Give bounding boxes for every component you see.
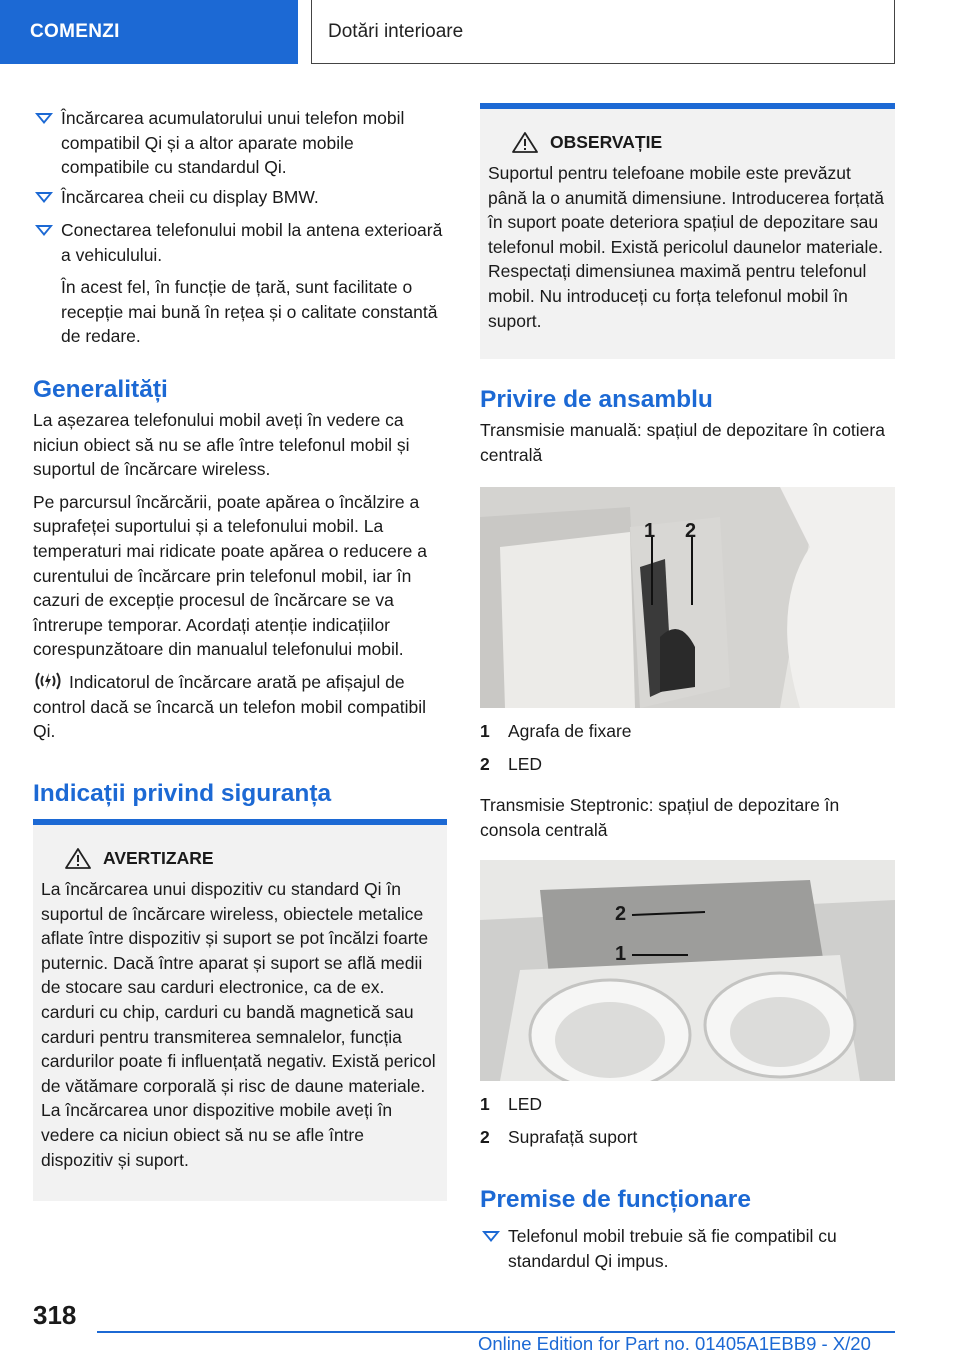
- triangle-bullet-icon: [35, 192, 53, 203]
- legend-number: 2: [480, 753, 490, 774]
- warning-text: La încărcarea unui dispozitiv cu standard Qi în suportul de încărcare wireless, obiectele metalice aflate între dispozitiv și suport se pot încălzi foarte puternic. Dacă între aparat și suport se află medii de stocare sau carduri electronice, ca de ex. carduri cu chip, carduri cu bandă magnetică sau carduri pentru transmiterea semnalelor, funcția cardurilor poate fi influențată negativ. Există pericol de vătămare corporală și risc de daune materiale. La încărcarea unor dispozitive mobile aveți în vedere ca niciun obiect să nu se afle între dispozitiv și suport.: [41, 879, 436, 1170]
- legend-item: [480, 719, 895, 744]
- overview-heading: Privire de ansamblu: [480, 386, 713, 413]
- callout-1: 1: [644, 520, 656, 542]
- triangle-bullet-icon: [482, 1231, 500, 1242]
- wireless-charging-icon: [33, 670, 63, 692]
- indicator-text: Indicatorul de încărcare arată pe afișajul de control dacă se încarcă un telefon mobil compatibil Qi.: [33, 671, 426, 742]
- warning-title: AVERTIZARE: [103, 847, 214, 868]
- legend-item: [480, 1092, 895, 1117]
- callout-1: 1: [615, 943, 627, 965]
- chapter-title: Dotări interioare: [311, 0, 895, 64]
- notice-box: [480, 103, 895, 359]
- steptronic-caption: Transmisie Steptronic: spațiul de depozitare în consola centrală: [480, 795, 840, 840]
- callout-2: 2: [685, 520, 697, 542]
- premise-heading: Premise de funcționare: [480, 1186, 751, 1213]
- triangle-bullet-icon: [35, 225, 53, 236]
- warning-triangle-icon: [65, 847, 91, 869]
- legend-number: 1: [480, 1094, 490, 1114]
- edition-text: Online Edition for Part no. 01405A1EBB9 - X/20: [478, 1333, 871, 1354]
- legend-item: [480, 752, 895, 777]
- notice-title: OBSERVAȚIE: [550, 131, 663, 152]
- legend-label: LED: [508, 1094, 543, 1114]
- bullet-text: Conectarea telefonului mobil la antena exterioară a vehiculului.: [61, 220, 443, 265]
- indicator-paragraph: [33, 670, 447, 744]
- legend-item: [480, 1125, 895, 1150]
- bullet-text: Încărcarea cheii cu display BMW.: [61, 187, 319, 207]
- general-section: [33, 375, 447, 744]
- legend-label: Agrafa de fixare: [508, 721, 632, 741]
- section-tab: COMENZI: [0, 0, 298, 64]
- legend-number: 2: [480, 1126, 490, 1147]
- general-paragraph-1: La așezarea telefonului mobil aveți în vedere ca niciun obiect să nu se afle între telefonul mobil și suportul de încărcare wireless.: [33, 410, 410, 480]
- console-storage-illustration: [480, 860, 895, 1081]
- bullet-text: Telefonul mobil trebuie să fie compatibil cu standardul Qi impus.: [508, 1226, 837, 1271]
- page-number: 318: [33, 1300, 77, 1330]
- manual-caption: Transmisie manuală: spațiul de depozitare în cotiera centrală: [480, 420, 885, 465]
- warning-box: [33, 819, 447, 1201]
- callout-2: 2: [615, 903, 627, 925]
- overview-section: [480, 385, 895, 467]
- safety-section: [33, 779, 447, 809]
- bullet-item-3: [33, 218, 447, 349]
- fig2-legend: [480, 1092, 895, 1149]
- notice-text: Suportul pentru telefoane mobile este prevăzut până la o anumită dimensiune. Introducerea forțată în suport poate deteriora spațiul de depozitare sau telefonul mobil. Există pericolul daunelor materiale. Respectați dimensiunea maximă pentru telefonul mobil. Nu introduceți cu forța telefonul mobil în suport.: [488, 163, 884, 331]
- legend-number: 1: [480, 721, 490, 741]
- triangle-bullet-icon: [35, 113, 53, 124]
- general-heading: Generalități: [33, 376, 168, 403]
- bullet-item-2: [33, 185, 447, 210]
- fig1-legend: [480, 719, 895, 842]
- console-storage-image: [480, 860, 895, 1081]
- general-paragraph-2: Pe parcursul încărcării, poate apărea o încălzire a suprafeței suportului și a telefonului mobil. La temperaturi mai ridicate poate apărea o reducere a curentului de încărcare prin telefonul mobil, iar în cazuri de excepție procesul de încărcare se va întrerupe temporar. Acordați atenție indicațiilor corespunzătoare din manualul telefonului mobil.: [33, 491, 427, 660]
- premise-section: [480, 1185, 895, 1273]
- armrest-storage-image: [480, 487, 895, 708]
- safety-heading: Indicații privind siguranța: [33, 780, 332, 807]
- bullet-note: În acest fel, în funcție de țară, sunt facilitate o recepție mai bună în rețea și o calitate constantă de redare.: [61, 277, 438, 347]
- bullet-text: Încărcarea acumulatorului unui telefon mobil compatibil Qi și a altor aparate mobile compatibile cu standardul Qi.: [61, 108, 405, 178]
- premise-bullet: [480, 1224, 895, 1273]
- legend-label: Suprafață suport: [508, 1126, 638, 1147]
- bullet-item-1: [33, 106, 447, 180]
- warning-triangle-icon: [512, 131, 538, 153]
- legend-label: LED: [508, 753, 543, 774]
